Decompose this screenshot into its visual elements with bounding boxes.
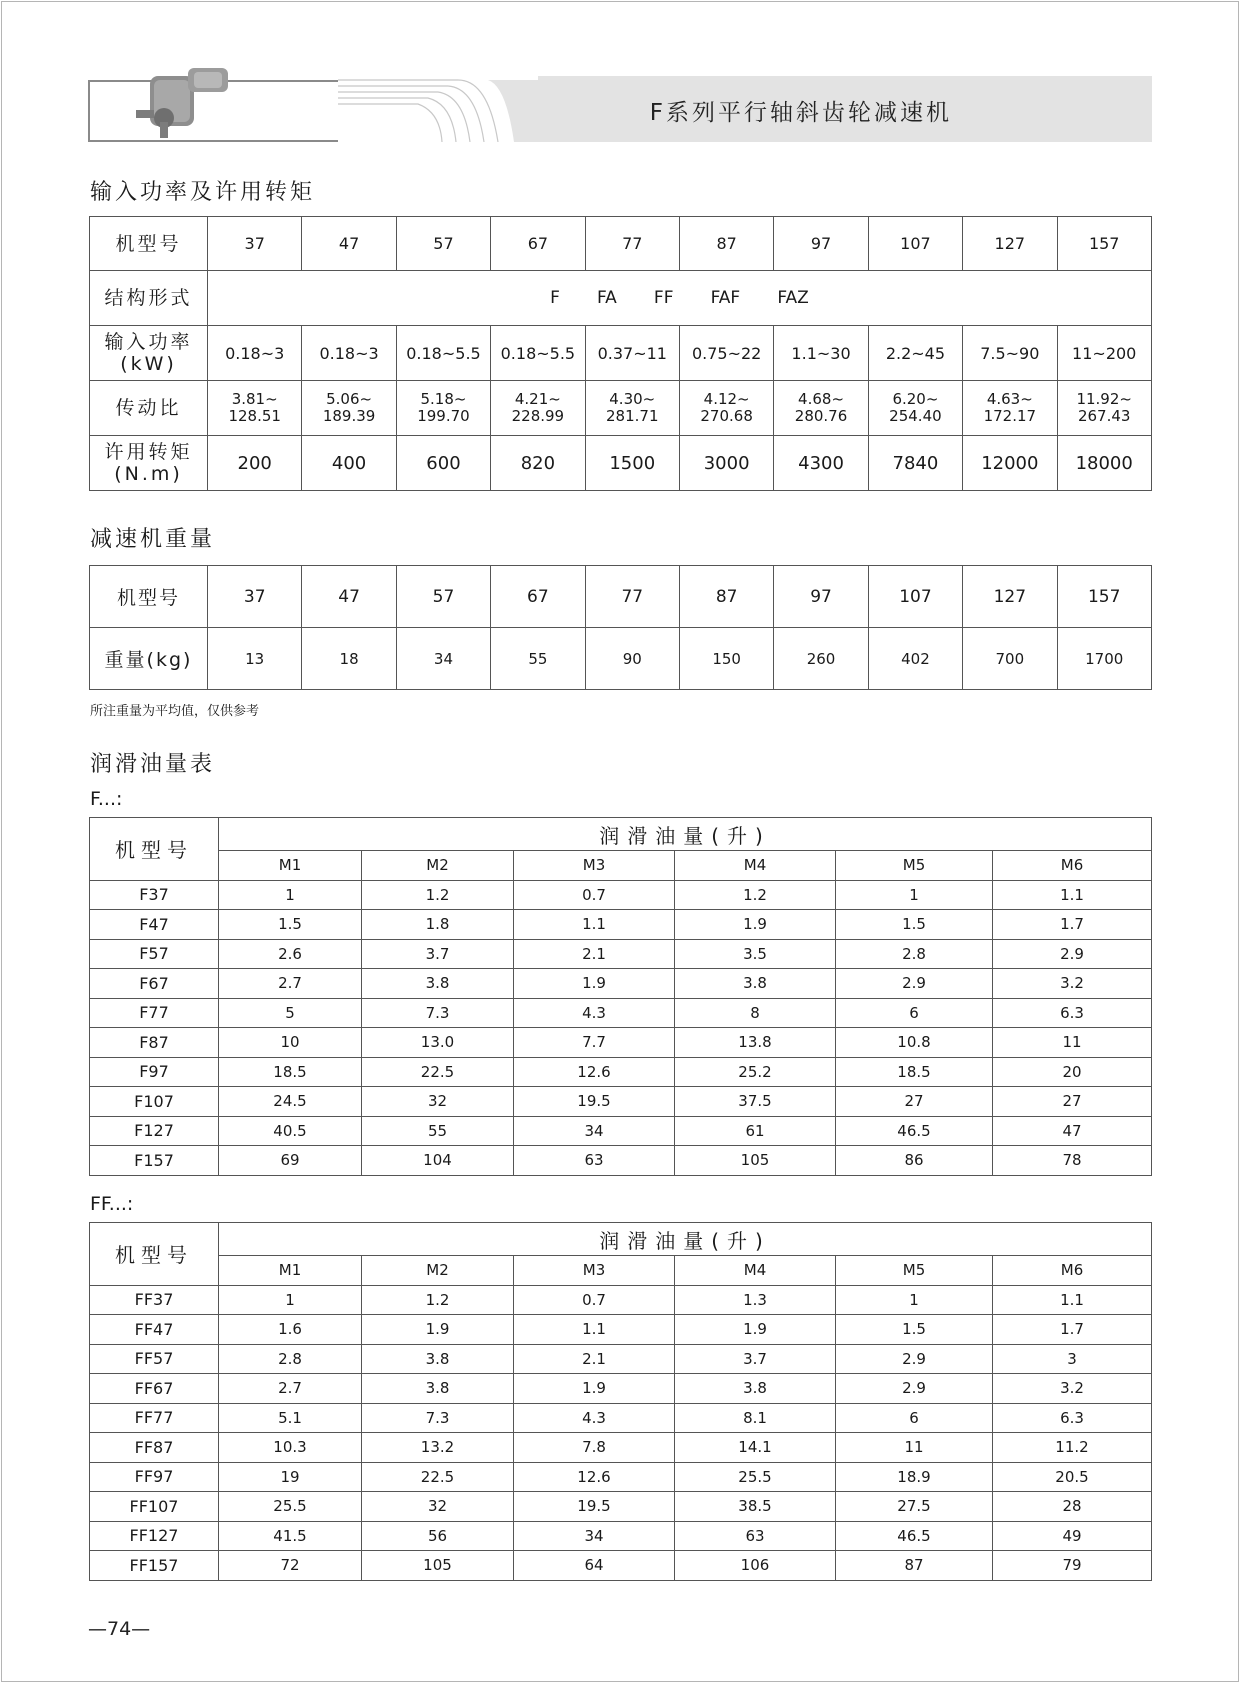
oil-value-cell: 78	[993, 1146, 1152, 1176]
oil-value-cell: 4.3	[514, 1403, 675, 1433]
power-cell: 0.18~3	[208, 326, 302, 381]
oil-table-ff	[89, 1222, 1152, 1581]
oil-value-cell: 1.2	[362, 1285, 514, 1315]
table-row	[90, 1146, 1152, 1176]
table-row	[90, 998, 1152, 1028]
oil-value-cell: 105	[362, 1551, 514, 1581]
power-cell: 7.5~90	[963, 326, 1057, 381]
model-cell: F107	[90, 1087, 219, 1117]
oil-value-cell: 27.5	[836, 1492, 993, 1522]
model-cell: 47	[302, 217, 396, 271]
ratio-cell: 4.68~ 280.76	[774, 381, 868, 436]
weight-cell: 90	[585, 628, 679, 690]
oil-value-cell: 13.2	[362, 1433, 514, 1463]
model-cell: 57	[396, 566, 490, 628]
mounting-position-m3: M3	[514, 851, 675, 881]
oil-value-cell: 1.5	[836, 1315, 993, 1345]
ff-series-label: FF...:	[90, 1193, 134, 1215]
oil-value-cell: 3.5	[675, 939, 836, 969]
oil-value-cell: 8.1	[675, 1403, 836, 1433]
torque-cell: 12000	[963, 436, 1057, 491]
oil-value-cell: 1.9	[514, 1374, 675, 1404]
power-cell: 0.18~5.5	[491, 326, 585, 381]
oil-value-cell: 87	[836, 1551, 993, 1581]
oil-value-cell: 69	[219, 1146, 362, 1176]
oil-value-cell: 56	[362, 1521, 514, 1551]
torque-cell: 820	[491, 436, 585, 491]
model-cell: 67	[491, 217, 585, 271]
structure-type: FAF	[710, 288, 741, 308]
table-row-models	[90, 217, 1152, 271]
oil-value-cell: 6.3	[993, 1403, 1152, 1433]
table-row-structure	[90, 271, 1152, 326]
oil-value-cell: 7.3	[362, 998, 514, 1028]
oil-value-cell: 3.8	[675, 969, 836, 999]
ratio-cell: 6.20~ 254.40	[868, 381, 962, 436]
model-cell: F37	[90, 880, 219, 910]
weight-cell: 1700	[1057, 628, 1151, 690]
oil-value-cell: 41.5	[219, 1521, 362, 1551]
model-cell: 77	[585, 566, 679, 628]
oil-value-cell: 34	[514, 1521, 675, 1551]
oil-value-cell: 19.5	[514, 1492, 675, 1522]
torque-cell: 400	[302, 436, 396, 491]
oil-value-cell: 1	[836, 1285, 993, 1315]
oil-value-cell: 1.7	[993, 910, 1152, 940]
oil-value-cell: 1.6	[219, 1315, 362, 1345]
weight-table	[89, 565, 1152, 690]
model-cell: FF87	[90, 1433, 219, 1463]
oil-value-cell: 0.7	[514, 880, 675, 910]
power-cell: 0.75~22	[679, 326, 773, 381]
page-title: F系列平行轴斜齿轮减速机	[649, 100, 952, 126]
ratio-cell: 4.30~ 281.71	[585, 381, 679, 436]
model-cell: 127	[963, 566, 1057, 628]
oil-value-cell: 63	[514, 1146, 675, 1176]
mounting-position-m5: M5	[836, 851, 993, 881]
oil-value-cell: 2.1	[514, 939, 675, 969]
torque-cell: 4300	[774, 436, 868, 491]
weight-cell: 55	[491, 628, 585, 690]
power-cell: 0.18~3	[302, 326, 396, 381]
oil-value-cell: 25.5	[219, 1492, 362, 1522]
weight-cell: 13	[208, 628, 302, 690]
oil-value-cell: 22.5	[362, 1057, 514, 1087]
oil-value-cell: 10.3	[219, 1433, 362, 1463]
oil-value-cell: 46.5	[836, 1116, 993, 1146]
oil-value-cell: 1.9	[362, 1315, 514, 1345]
oil-value-cell: 1.1	[514, 1315, 675, 1345]
oil-value-cell: 7.8	[514, 1433, 675, 1463]
weight-cell: 700	[963, 628, 1057, 690]
model-cell: 107	[868, 217, 962, 271]
model-cell: F157	[90, 1146, 219, 1176]
f-series-label: F...:	[90, 788, 123, 810]
oil-value-cell: 25.2	[675, 1057, 836, 1087]
oil-value-cell: 3.2	[993, 1374, 1152, 1404]
oil-value-cell: 1	[836, 880, 993, 910]
weight-cell: 260	[774, 628, 868, 690]
table-row-weights	[90, 628, 1152, 690]
ratio-cell: 5.18~ 199.70	[396, 381, 490, 436]
oil-value-cell: 14.1	[675, 1433, 836, 1463]
torque-cell: 200	[208, 436, 302, 491]
model-cell: F47	[90, 910, 219, 940]
oil-value-cell: 1.1	[514, 910, 675, 940]
model-cell: FF107	[90, 1492, 219, 1522]
oil-value-cell: 24.5	[219, 1087, 362, 1117]
oil-value-cell: 3.2	[993, 969, 1152, 999]
oil-value-cell: 1.2	[675, 880, 836, 910]
label-model: 机型号	[90, 217, 208, 271]
power-cell: 0.18~5.5	[396, 326, 490, 381]
mounting-position-m3: M3	[514, 1256, 675, 1286]
oil-value-cell: 32	[362, 1087, 514, 1117]
oil-value-cell: 18.9	[836, 1462, 993, 1492]
oil-table-f	[89, 817, 1152, 1176]
oil-value-cell: 55	[362, 1116, 514, 1146]
model-cell: FF97	[90, 1462, 219, 1492]
oil-value-cell: 18.5	[836, 1057, 993, 1087]
model-cell: FF47	[90, 1315, 219, 1345]
model-cell: FF127	[90, 1521, 219, 1551]
oil-value-cell: 13.0	[362, 1028, 514, 1058]
oil-value-cell: 64	[514, 1551, 675, 1581]
oil-value-cell: 27	[836, 1087, 993, 1117]
oil-value-cell: 2.9	[993, 939, 1152, 969]
gear-reducer-icon	[128, 58, 238, 142]
model-cell: FF77	[90, 1403, 219, 1433]
oil-value-cell: 4.3	[514, 998, 675, 1028]
model-cell: F77	[90, 998, 219, 1028]
structure-types	[208, 271, 1152, 326]
oil-value-cell: 104	[362, 1146, 514, 1176]
table-row	[90, 1551, 1152, 1581]
label-torque: 许用转矩 (N.m)	[90, 436, 208, 491]
power-cell: 2.2~45	[868, 326, 962, 381]
oil-value-cell: 13.8	[675, 1028, 836, 1058]
oil-value-cell: 38.5	[675, 1492, 836, 1522]
mounting-position-m4: M4	[675, 851, 836, 881]
model-cell: F127	[90, 1116, 219, 1146]
label-model: 机型号	[90, 566, 208, 628]
model-cell: 97	[774, 217, 868, 271]
oil-value-cell: 7.7	[514, 1028, 675, 1058]
table-row	[90, 1028, 1152, 1058]
model-cell: 57	[396, 217, 490, 271]
oil-value-cell: 86	[836, 1146, 993, 1176]
table-row	[90, 880, 1152, 910]
oil-value-cell: 32	[362, 1492, 514, 1522]
model-cell: F57	[90, 939, 219, 969]
power-cell: 0.37~11	[585, 326, 679, 381]
model-cell: 77	[585, 217, 679, 271]
structure-type: FF	[653, 288, 674, 308]
table-row-power	[90, 326, 1152, 381]
model-cell: 37	[208, 566, 302, 628]
oil-value-cell: 3.8	[362, 1374, 514, 1404]
oil-value-cell: 3.7	[675, 1344, 836, 1374]
table-row	[90, 969, 1152, 999]
section-title-weight: 减速机重量	[90, 527, 216, 552]
oil-value-cell: 27	[993, 1087, 1152, 1117]
oil-value-cell: 3.8	[362, 1344, 514, 1374]
ratio-cell: 4.21~ 228.99	[491, 381, 585, 436]
model-cell: FF57	[90, 1344, 219, 1374]
oil-value-cell: 19	[219, 1462, 362, 1492]
weight-cell: 34	[396, 628, 490, 690]
oil-volume-header: 润滑油量(升)	[219, 818, 1152, 851]
model-cell: 37	[208, 217, 302, 271]
page-number: —74—	[88, 1618, 151, 1640]
structure-type: FA	[596, 288, 617, 308]
table-row	[90, 1492, 1152, 1522]
oil-value-cell: 79	[993, 1551, 1152, 1581]
model-cell: F87	[90, 1028, 219, 1058]
oil-value-cell: 10.8	[836, 1028, 993, 1058]
oil-value-cell: 1.7	[993, 1315, 1152, 1345]
header-sweep-decoration	[338, 76, 538, 142]
oil-value-cell: 7.3	[362, 1403, 514, 1433]
mounting-position-row	[90, 851, 1152, 881]
oil-value-cell: 11	[836, 1433, 993, 1463]
table-row	[90, 1462, 1152, 1492]
weight-note: 所注重量为平均值，仅供参考	[90, 704, 260, 719]
oil-value-cell: 72	[219, 1551, 362, 1581]
oil-value-cell: 1.8	[362, 910, 514, 940]
oil-value-cell: 2.1	[514, 1344, 675, 1374]
table-row	[90, 1116, 1152, 1146]
table-row	[90, 1285, 1152, 1315]
oil-value-cell: 18.5	[219, 1057, 362, 1087]
table-row	[90, 1521, 1152, 1551]
model-header: 机型号	[90, 1223, 219, 1286]
oil-value-cell: 2.7	[219, 969, 362, 999]
oil-value-cell: 1.9	[514, 969, 675, 999]
ratio-cell: 4.63~ 172.17	[963, 381, 1057, 436]
oil-value-cell: 1.1	[993, 1285, 1152, 1315]
model-header: 机型号	[90, 818, 219, 881]
oil-value-cell: 5.1	[219, 1403, 362, 1433]
mounting-position-m1: M1	[219, 851, 362, 881]
label-ratio: 传动比	[90, 381, 208, 436]
table-row	[90, 1315, 1152, 1345]
oil-value-cell: 3.8	[362, 969, 514, 999]
mounting-position-m2: M2	[362, 1256, 514, 1286]
oil-value-cell: 10	[219, 1028, 362, 1058]
oil-value-cell: 2.6	[219, 939, 362, 969]
oil-value-cell: 20	[993, 1057, 1152, 1087]
label-weight: 重量(kg)	[90, 628, 208, 690]
ratio-cell: 11.92~ 267.43	[1057, 381, 1151, 436]
table-row	[90, 910, 1152, 940]
oil-value-cell: 106	[675, 1551, 836, 1581]
oil-value-cell: 3.7	[362, 939, 514, 969]
oil-value-cell: 1.5	[219, 910, 362, 940]
label-power: 输入功率 (kW)	[90, 326, 208, 381]
weight-cell: 402	[868, 628, 962, 690]
oil-value-cell: 2.8	[219, 1344, 362, 1374]
power-cell: 1.1~30	[774, 326, 868, 381]
oil-value-cell: 1.1	[993, 880, 1152, 910]
table-row	[90, 1344, 1152, 1374]
oil-value-cell: 6.3	[993, 998, 1152, 1028]
model-cell: 127	[963, 217, 1057, 271]
mounting-position-m6: M6	[993, 1256, 1152, 1286]
oil-value-cell: 25.5	[675, 1462, 836, 1492]
mounting-position-row	[90, 1256, 1152, 1286]
power-torque-table	[89, 216, 1152, 491]
oil-volume-header: 润滑油量(升)	[219, 1223, 1152, 1256]
mounting-position-m2: M2	[362, 851, 514, 881]
ratio-cell: 3.81~ 128.51	[208, 381, 302, 436]
ratio-cell: 4.12~ 270.68	[679, 381, 773, 436]
oil-value-cell: 28	[993, 1492, 1152, 1522]
structure-type: F	[550, 288, 560, 308]
table-row-models	[90, 566, 1152, 628]
oil-value-cell: 63	[675, 1521, 836, 1551]
model-cell: 97	[774, 566, 868, 628]
weight-cell: 150	[679, 628, 773, 690]
oil-value-cell: 2.9	[836, 1344, 993, 1374]
table-row	[90, 939, 1152, 969]
oil-value-cell: 6	[836, 998, 993, 1028]
table-row	[90, 1374, 1152, 1404]
oil-value-cell: 1	[219, 880, 362, 910]
oil-value-cell: 49	[993, 1521, 1152, 1551]
model-cell: 157	[1057, 217, 1151, 271]
oil-value-cell: 37.5	[675, 1087, 836, 1117]
oil-value-cell: 1.2	[362, 880, 514, 910]
torque-cell: 18000	[1057, 436, 1151, 491]
oil-value-cell: 0.7	[514, 1285, 675, 1315]
oil-value-cell: 2.7	[219, 1374, 362, 1404]
table-row	[90, 1403, 1152, 1433]
oil-value-cell: 1.9	[675, 1315, 836, 1345]
table-row-ratio	[90, 381, 1152, 436]
model-cell: F67	[90, 969, 219, 999]
oil-value-cell: 2.9	[836, 1374, 993, 1404]
model-cell: FF157	[90, 1551, 219, 1581]
oil-value-cell: 47	[993, 1116, 1152, 1146]
model-cell: 87	[679, 217, 773, 271]
mounting-position-m4: M4	[675, 1256, 836, 1286]
mounting-position-m1: M1	[219, 1256, 362, 1286]
structure-type: FAZ	[777, 288, 809, 308]
torque-cell: 600	[396, 436, 490, 491]
section-title-oil: 润滑油量表	[90, 752, 216, 777]
oil-value-cell: 1	[219, 1285, 362, 1315]
oil-value-cell: 12.6	[514, 1057, 675, 1087]
torque-cell: 7840	[868, 436, 962, 491]
mounting-position-m5: M5	[836, 1256, 993, 1286]
model-cell: 67	[491, 566, 585, 628]
section-title-power-torque: 输入功率及许用转矩	[90, 180, 316, 205]
oil-value-cell: 1.5	[836, 910, 993, 940]
oil-value-cell: 61	[675, 1116, 836, 1146]
oil-value-cell: 20.5	[993, 1462, 1152, 1492]
oil-value-cell: 2.9	[836, 969, 993, 999]
oil-value-cell: 8	[675, 998, 836, 1028]
torque-cell: 1500	[585, 436, 679, 491]
table-row-torque	[90, 436, 1152, 491]
table-row	[90, 1433, 1152, 1463]
ratio-cell: 5.06~ 189.39	[302, 381, 396, 436]
oil-value-cell: 2.8	[836, 939, 993, 969]
mounting-position-m6: M6	[993, 851, 1152, 881]
label-structure: 结构形式	[90, 271, 208, 326]
oil-value-cell: 105	[675, 1146, 836, 1176]
oil-value-cell: 1.9	[675, 910, 836, 940]
model-cell: 107	[868, 566, 962, 628]
oil-value-cell: 12.6	[514, 1462, 675, 1492]
model-cell: 87	[679, 566, 773, 628]
oil-value-cell: 5	[219, 998, 362, 1028]
oil-value-cell: 3	[993, 1344, 1152, 1374]
oil-value-cell: 11	[993, 1028, 1152, 1058]
weight-cell: 18	[302, 628, 396, 690]
model-cell: FF67	[90, 1374, 219, 1404]
oil-value-cell: 40.5	[219, 1116, 362, 1146]
model-cell: FF37	[90, 1285, 219, 1315]
model-cell: 157	[1057, 566, 1151, 628]
oil-value-cell: 1.3	[675, 1285, 836, 1315]
model-cell: F97	[90, 1057, 219, 1087]
torque-cell: 3000	[679, 436, 773, 491]
table-row	[90, 1087, 1152, 1117]
page-header	[88, 72, 1152, 144]
oil-value-cell: 11.2	[993, 1433, 1152, 1463]
oil-value-cell: 34	[514, 1116, 675, 1146]
oil-value-cell: 46.5	[836, 1521, 993, 1551]
model-cell: 47	[302, 566, 396, 628]
oil-value-cell: 3.8	[675, 1374, 836, 1404]
oil-value-cell: 19.5	[514, 1087, 675, 1117]
power-cell: 11~200	[1057, 326, 1151, 381]
oil-value-cell: 22.5	[362, 1462, 514, 1492]
table-row	[90, 1057, 1152, 1087]
oil-value-cell: 6	[836, 1403, 993, 1433]
